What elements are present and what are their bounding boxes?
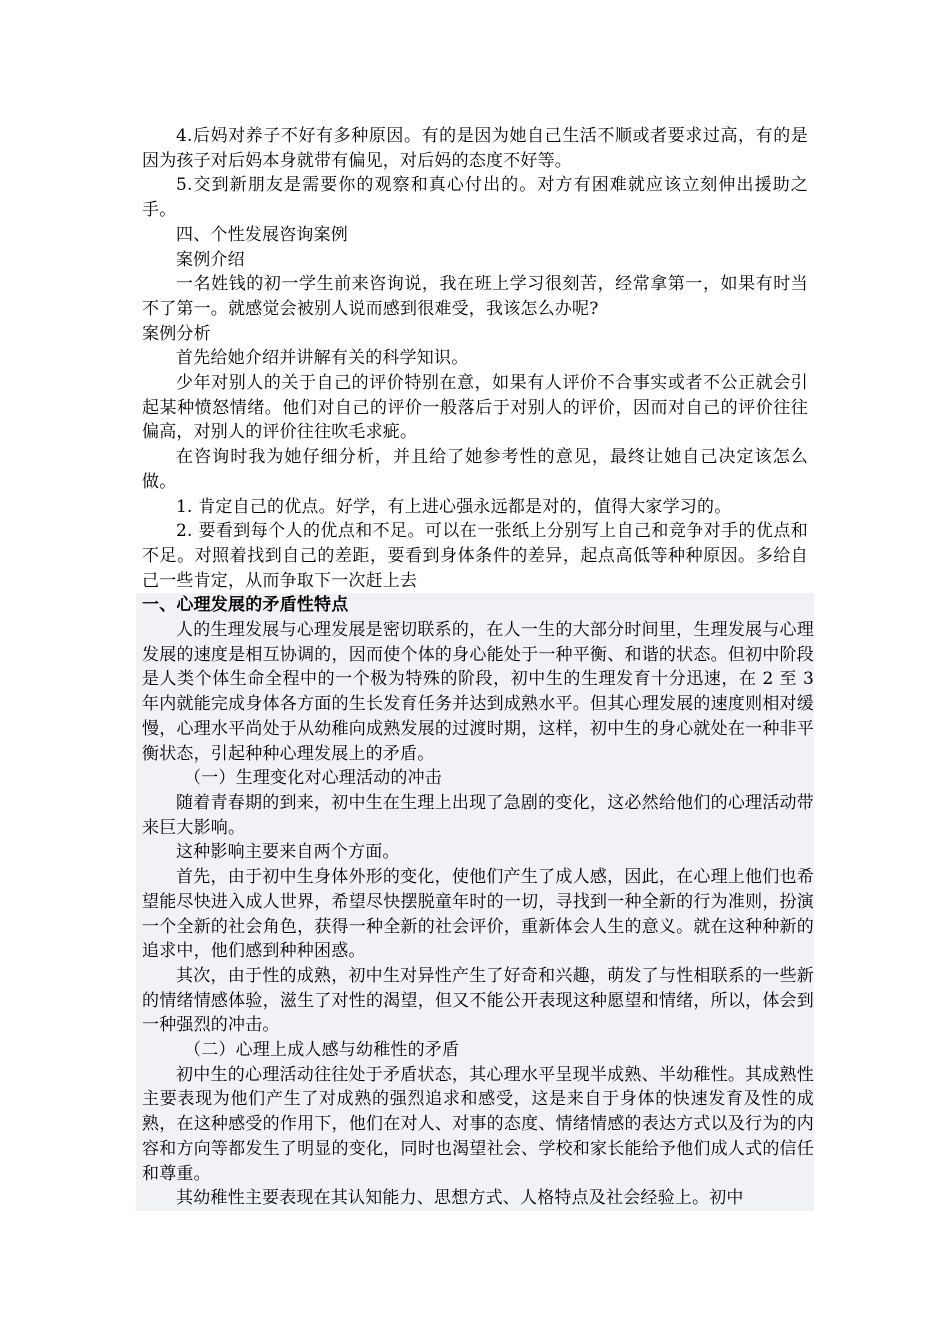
subheading: 案例分析 (142, 323, 211, 344)
subheading: 案例介绍 (176, 249, 245, 270)
section-heading: 四、个性发展咨询案例 (176, 224, 348, 245)
subheading: （一）生理变化对心理活动的冲击 (184, 768, 442, 789)
paragraph: 一名姓钱的初一学生前来咨询说，我在班上学习很刻苦，经常拿第一，如果有时当不了第一。就感觉会被别人说而感到很难受，我该怎么办呢? (142, 274, 808, 319)
section-heading: 一、心理发展的矛盾性特点 (142, 595, 349, 616)
document-body (142, 124, 814, 1211)
paragraph: 少年对别人的关于自己的评价特别在意，如果有人评价不合事实或者不公正就会引起某种愤怒情绪。他们对自己的评价一般落后于对别人的评价，因而对自己的评价往往偏高，对别人的评价往往吹毛求疵。 (142, 373, 808, 443)
paragraph: 这种影响主要来自两个方面。 (176, 842, 400, 863)
paragraph: 4.后妈对养子不好有多种原因。有的是因为她自己生活不顺或者要求过高，有的是因为孩子对后妈本身就带有偏见，对后妈的态度不好等。 (142, 126, 808, 171)
paragraph: 初中生的心理活动往往处于矛盾状态，其心理水平呈现半成熟、半幼稚性。其成熟性主要表现为他们产生了对成熟的强烈追求和感受，这是来自于身体的快速发育及性的成熟，在这种感受的作用下，他们在对人、对事的态度、情绪情感的表达方式以及行为的内容和方向等都发生了明显的变化，同时也渴望社会、学校和家长能给予他们成人式的信任和尊重。 (142, 1064, 814, 1184)
list-item: 2. 要看到每个人的优点和不足。可以在一张纸上分别写上自己和竞争对手的优点和不足。对照着找到自己的差距，要看到身体条件的差异，起点高低等种种原因。多给自己一些肯定，从而争取下一次赶上去 (142, 521, 808, 591)
paragraph: 随着青春期的到来，初中生在生理上出现了急剧的变化，这必然给他们的心理活动带来巨大影响。 (142, 792, 814, 838)
paragraph: 在咨询时我为她仔细分析，并且给了她参考性的意见，最终让她自己决定该怎么做。 (142, 447, 808, 492)
list-item: 1. 肯定自己的优点。好学，有上进心强永远都是对的，值得大家学习的。 (176, 496, 732, 517)
paragraph: 首先，由于初中生身体外形的变化，使他们产生了成人感，因此，在心理上他们也希望能尽快进入成人世界，希望尽快摆脱童年时的一切，寻找到一种全新的行为准则，扮演一个全新的社会角色，获得一种全新的社会评价，重新体会人生的意义。就在这种种新的追求中，他们感到种种困惑。 (142, 867, 814, 962)
shaded-section (136, 593, 814, 1211)
paragraph: 其幼稚性主要表现在其认知能力、思想方式、人格特点及社会经验上。初中 (176, 1188, 744, 1209)
paragraph: 5.交到新朋友是需要你的观察和真心付出的。对方有困难就应该立刻伸出援助之手。 (142, 175, 808, 221)
paragraph: 其次，由于性的成熟，初中生对异性产生了好奇和兴趣，萌发了与性相联系的一些新的情绪情感体验，滋生了对性的渴望，但又不能公开表现这种愿望和情绪，所以，体会到一种强烈的冲击。 (142, 965, 814, 1036)
paragraph: 首先给她介绍并讲解有关的科学知识。 (176, 348, 469, 369)
paragraph: 人的生理发展与心理发展是密切联系的，在人一生的大部分时间里，生理发展与心理发展的速度是相互协调的，因而使个体的身心能处于一种平衡、和谐的状态。但初中阶段是人类个体生命全程中的一个极为特殊的阶段，初中生的生理发育十分迅速，在 2 至 3 年内就能完成身体各方面的生长发育任务并达到成熟水平。但其心理发展的速度则相对缓慢，心理水平尚处于从幼稚向成熟发展的过渡时期，这样，初中生的身心就处在一种非平衡状态，引起种种心理发展上的矛盾。 (142, 620, 814, 764)
subheading: （二）心理上成人感与幼稚性的矛盾 (184, 1040, 460, 1061)
